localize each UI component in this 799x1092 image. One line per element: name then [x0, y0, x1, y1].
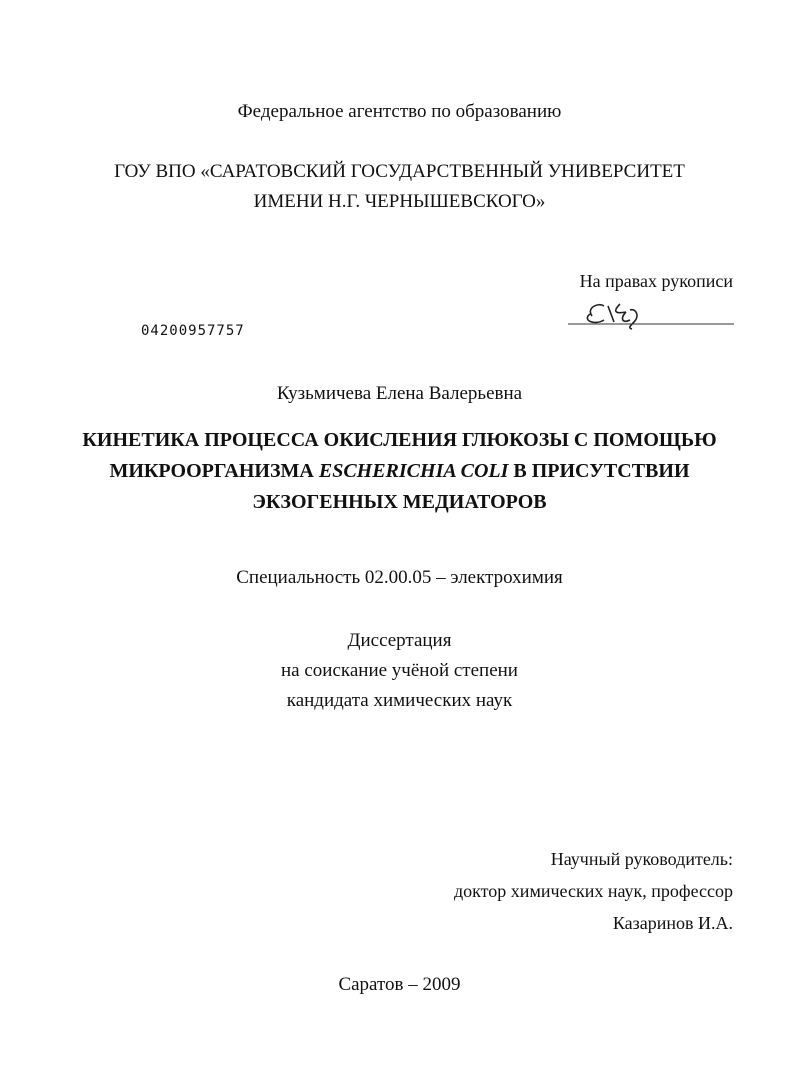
university-line-2: ИМЕНИ Н.Г. ЧЕРНЫШЕВСКОГО»	[253, 191, 546, 212]
signature	[568, 296, 734, 330]
dissertation-line-2: на соискание учёной степени	[281, 660, 518, 681]
title-species: ESCHERICHIA COLI	[318, 460, 509, 482]
specialty-line: Специальность 02.00.05 – электрохимия	[236, 567, 563, 588]
university-line-1: ГОУ ВПО «САРАТОВСКИЙ ГОСУДАРСТВЕННЫЙ УНИВЕРСИТЕТ	[114, 161, 685, 182]
title-line-2-end: В ПРИСУТСТВИИ	[508, 460, 690, 482]
supervisor-degree: доктор химических наук, профессор	[454, 881, 733, 901]
supervisor-name: Казаринов И.А.	[612, 913, 733, 933]
city-year: Саратов – 2009	[338, 974, 461, 995]
author-name: Кузьмичева Елена Валерьевна	[276, 383, 523, 404]
title-line-2	[0, 459, 799, 483]
title-line-3: ЭКЗОГЕННЫХ МЕДИАТОРОВ	[252, 491, 547, 513]
dissertation-line-1: Диссертация	[347, 630, 452, 651]
catalog-number: 04200957757	[141, 323, 245, 339]
manuscript-note: На правах рукописи	[579, 271, 733, 291]
title-line-1: КИНЕТИКА ПРОЦЕССА ОКИСЛЕНИЯ ГЛЮКОЗЫ С ПОМОЩЬЮ	[82, 429, 717, 451]
title-line-2-start: МИКРООРГАНИЗМА	[109, 460, 319, 482]
agency-line: Федеральное агентство по образованию	[237, 101, 562, 122]
dissertation-line-3: кандидата химических наук	[286, 690, 513, 711]
supervisor-label: Научный руководитель:	[550, 849, 733, 869]
